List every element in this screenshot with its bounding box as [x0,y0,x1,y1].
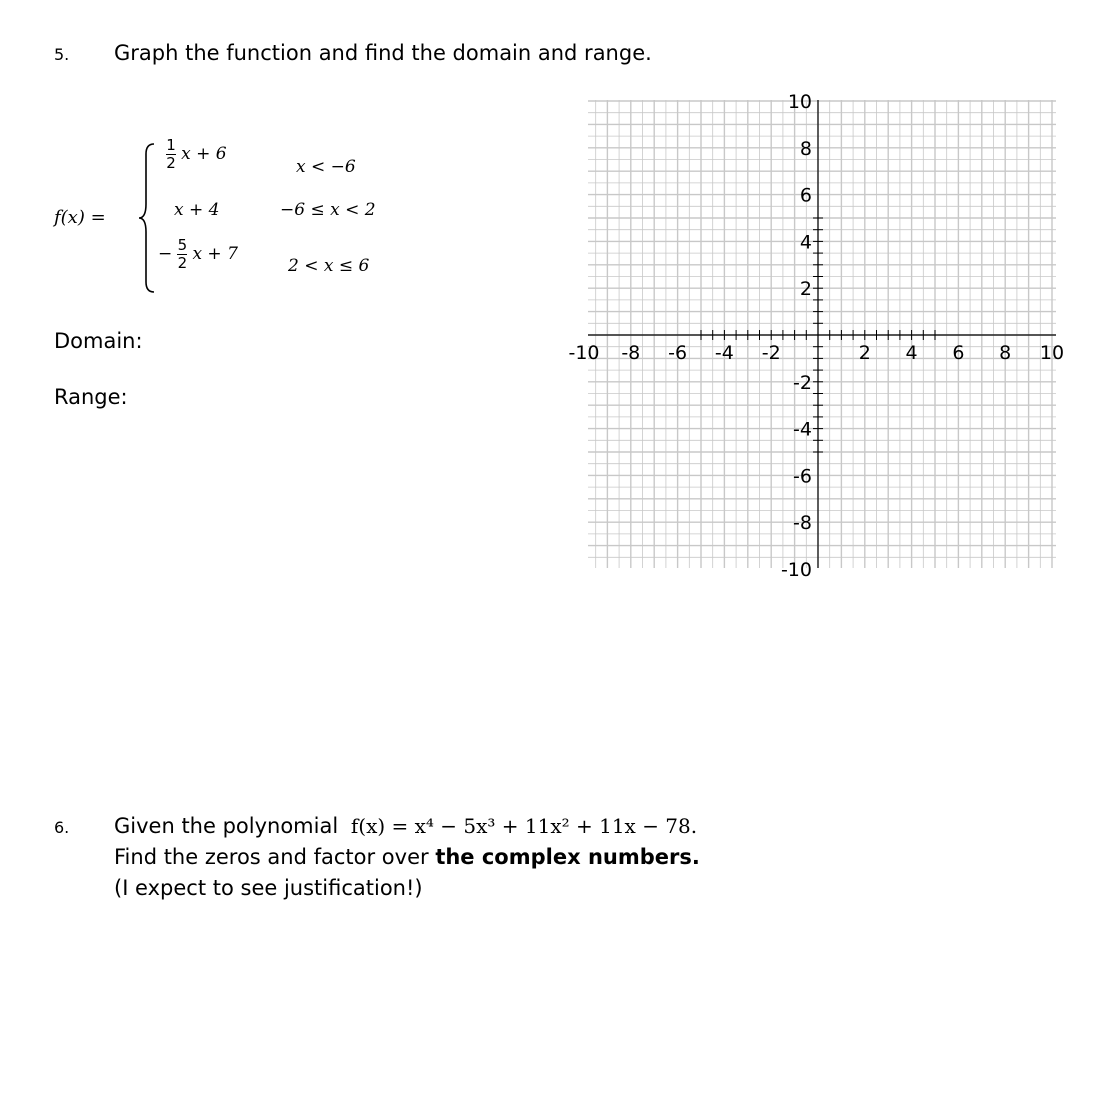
x-tick-label: 2 [858,342,871,364]
piece-3-condition: 2 < x ≤ 6 [288,256,370,276]
grid-lines [588,100,1056,568]
x-tick-label: -10 [568,342,600,364]
piece-2-expression: x + 4 [174,200,220,220]
x-tick-label: 6 [952,342,965,364]
y-tick-labels [781,91,812,581]
y-tick-label: -6 [793,465,812,488]
polynomial: f(x) = x⁴ − 5x³ + 11x² + 11x − 78. [350,814,698,838]
problem-6-number: 6. [54,818,70,837]
piece-1-fraction: $\frac{1}{2}$ [166,136,176,172]
y-tick-label: 2 [799,278,812,301]
y-tick-label: -4 [793,418,812,441]
problem-6-line-2 [114,845,700,869]
piece-1-expression: $\frac{1}{2}$ x + 6 [166,136,227,172]
x-tick-label: -4 [714,342,734,364]
x-tick-label: 8 [999,342,1012,364]
problem-6-line-2-text: Find the zeros and factor over [114,845,436,869]
y-tick-label: -2 [793,371,812,394]
y-tick-label: -8 [793,512,812,535]
axes [588,100,1056,568]
function-name: f(x) = [54,207,106,228]
piece-3-fraction: $\frac{5}{2}$ [177,236,188,272]
piece-3-expression: − $\frac{5}{2}$ x + 7 [158,236,238,272]
problem-5-number: 5. [54,45,70,64]
problem-6-line-2-bold: the complex numbers. [435,845,700,869]
piecewise-brace [136,140,158,296]
x-tick-label: 10 [1039,342,1065,364]
domain-label: Domain: [54,329,143,353]
x-tick-label: 4 [905,342,918,364]
problem-5-prompt: Graph the function and find the domain and range. [114,41,652,65]
y-tick-label: 8 [799,137,812,160]
problem-6-prefix: Given the polynomial [114,814,339,838]
range-label: Range: [54,385,128,409]
x-tick-label: -8 [621,342,641,364]
y-tick-label: -10 [780,559,812,581]
y-tick-label: 4 [799,231,812,254]
piece-1-condition: x < −6 [296,157,356,177]
problem-6-line-1 [114,814,697,838]
coordinate-grid [560,85,1080,585]
piece-2-condition: −6 ≤ x < 2 [280,200,376,220]
y-tick-label: 6 [799,184,812,207]
x-tick-label: -2 [761,342,781,364]
x-tick-label: -6 [668,342,688,364]
y-tick-label: 10 [787,91,812,113]
problem-6-line-3: (I expect to see justification!) [114,876,423,900]
